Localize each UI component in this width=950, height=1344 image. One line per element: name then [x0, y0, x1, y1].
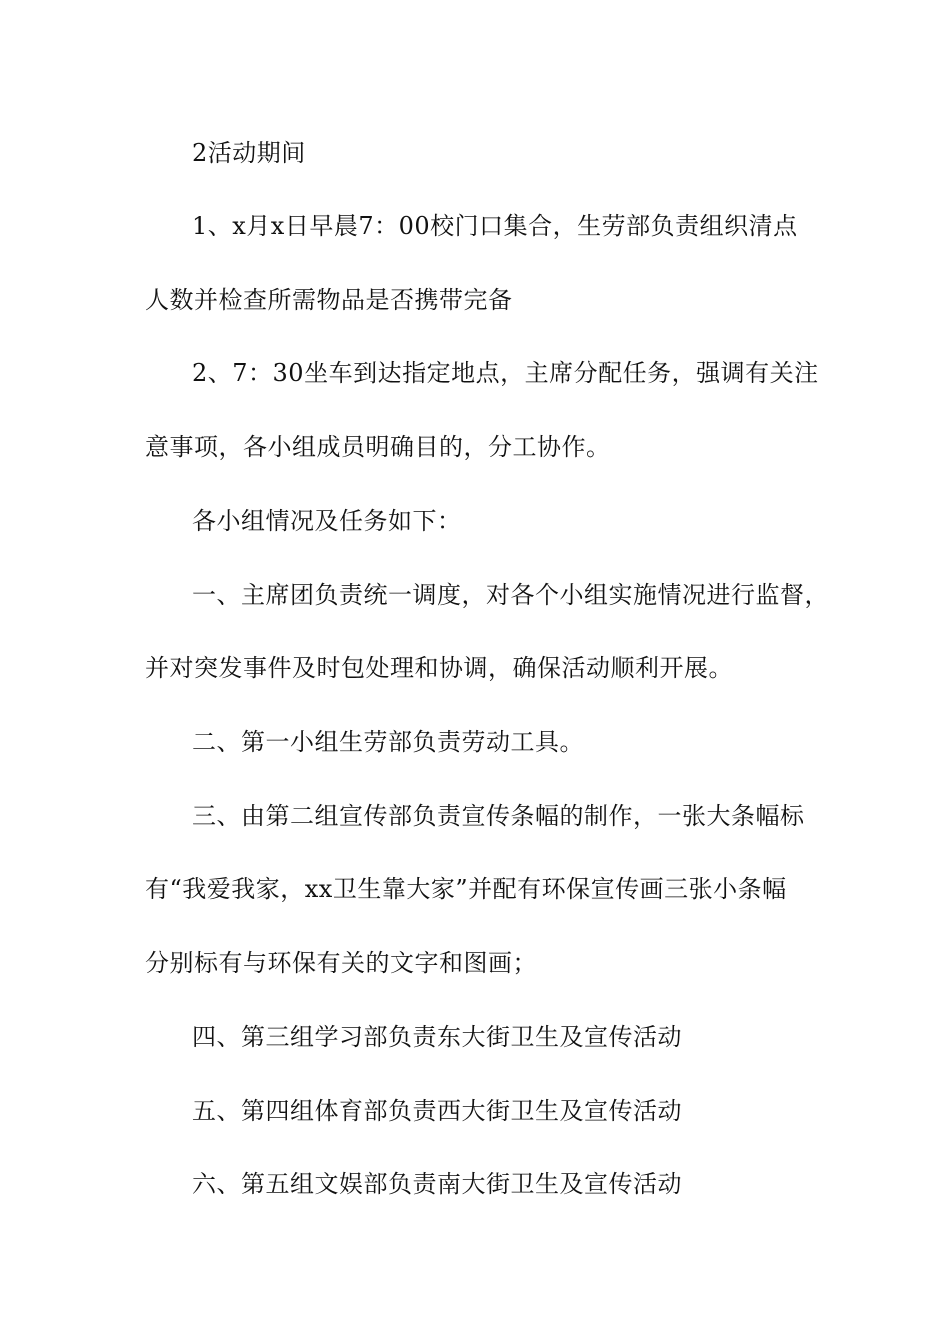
paragraph-line: 二、第一小组生劳部负责劳动工具。 — [192, 728, 584, 756]
paragraph-line: 人数并检查所需物品是否携带完备 — [145, 286, 513, 314]
paragraph-line: 五、第四组体育部负责西大街卫生及宣传活动 — [192, 1097, 682, 1125]
paragraph-line: 2、7：30坐车到达指定地点，主席分配任务，强调有关注 — [192, 359, 819, 387]
paragraph-line: 有“我爱我家，xx卫生靠大家”并配有环保宣传画三张小条幅 — [145, 875, 787, 903]
paragraph-line: 意事项，各小组成员明确目的，分工协作。 — [145, 433, 611, 461]
paragraph-line: 1、x月x日早晨7：00校门口集合，生劳部负责组织清点 — [192, 212, 798, 240]
paragraph-line: 四、第三组学习部负责东大街卫生及宣传活动 — [192, 1023, 682, 1051]
paragraph-line: 一、主席团负责统一调度，对各个小组实施情况进行监督， — [192, 581, 829, 609]
paragraph-line: 三、由第二组宣传部负责宣传条幅的制作，一张大条幅标 — [192, 802, 805, 830]
paragraph-line: 各小组情况及任务如下： — [192, 507, 462, 535]
paragraph-line: 分别标有与环保有关的文字和图画； — [145, 949, 537, 977]
paragraph-line: 六、第五组文娱部负责南大街卫生及宣传活动 — [192, 1170, 682, 1198]
section-heading: 2活动期间 — [192, 139, 306, 167]
paragraph-line: 并对突发事件及时包处理和协调，确保活动顺利开展。 — [145, 654, 733, 682]
